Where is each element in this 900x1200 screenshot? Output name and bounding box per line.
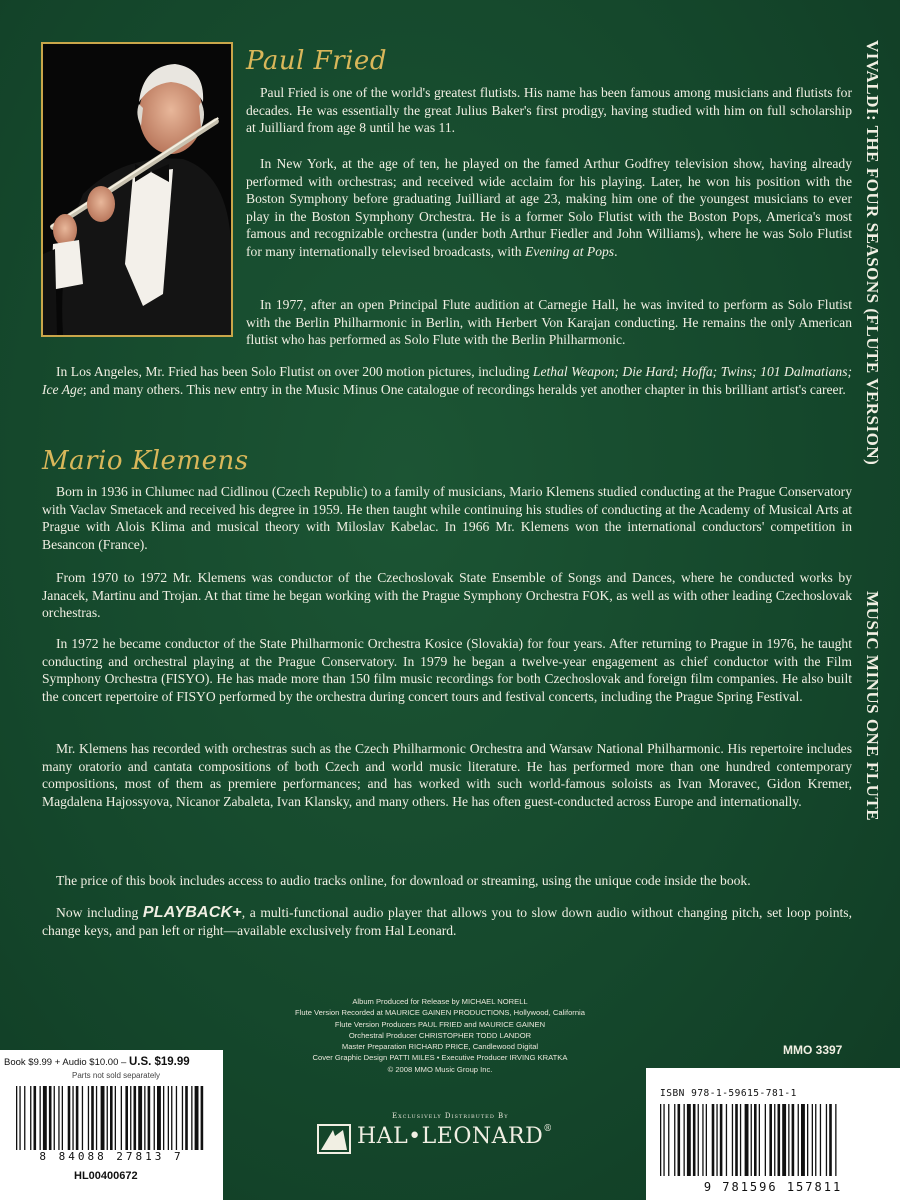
barcode-bar — [687, 1104, 691, 1176]
audio-access-note: The price of this book includes access to audio tracks online, for download or streaming, using the unique code inside the book. — [56, 873, 751, 888]
barcode-bar — [826, 1104, 827, 1176]
barcode-bar — [788, 1104, 789, 1176]
credit-line: Album Produced for Release by MICHAEL NORELL — [352, 997, 528, 1006]
hal-leonard-logo — [317, 1112, 582, 1156]
barcode-bar — [19, 1086, 20, 1150]
mario-klemens-heading: Mario Klemens — [42, 446, 249, 476]
playback-note-end: , a multi-functional audio player that allows you to slow down audio without changing pitch, set loop points, change keys, and pan left or right—available exclusively from Hal Leonard. — [42, 905, 852, 938]
barcode-bar — [40, 1086, 41, 1150]
isbn-barcode — [660, 1104, 840, 1178]
spine-title: VIVALDI: THE FOUR SEASONS (FLUTE VERSION) — [863, 40, 882, 466]
copyright-line: © 2008 MMO Music Group Inc. — [387, 1064, 493, 1074]
barcode-bar — [820, 1104, 821, 1176]
barcode-bar — [96, 1086, 97, 1150]
barcode-bar — [774, 1104, 775, 1176]
barcode-bar — [765, 1104, 766, 1176]
barcode-bar — [34, 1086, 37, 1150]
barcode-bar — [163, 1086, 164, 1150]
barcode-bar — [191, 1086, 192, 1150]
barcode-bar — [24, 1086, 25, 1150]
barcode-bar — [660, 1104, 661, 1176]
registered-mark: ® — [543, 1124, 553, 1134]
paul-fried-paragraph-4-end: ; and many others. This new entry in the Music Minus One catalogue of recordings heralds yet another chapter in this brilliant artist's career. — [82, 381, 846, 397]
isbn-label: ISBN 978-1-59615-781-1 — [660, 1088, 797, 1099]
barcode-bar — [726, 1104, 727, 1176]
evening-at-pops-title: Evening at Pops — [524, 243, 615, 259]
barcode-bar — [195, 1086, 199, 1150]
barcode-bar — [76, 1086, 79, 1150]
mario-klemens-paragraph-3: In 1972 he became conductor of the State Philharmonic Orchestra Kosice (Slovakia) for four years. After returning to Prague in 1976, he taught conducting and orchestral playing at the Prague Conservatory. In 1979 he began a twelve-year engagement as chief conductor with the Film Symphony Orchestra (FISYO). He has made more than 150 film music recordings for both Czechoslovak and foreign film companies. He also built the concert repertoire of FISYO performed by the orchestra during concert tours and festival concerts, including the Prague Spring Festival. — [42, 636, 852, 704]
barcode-bar — [88, 1086, 89, 1150]
barcode-bar — [720, 1104, 723, 1176]
playback-note-start: Now including — [56, 905, 139, 920]
credit-line: Flute Version Producers PAUL FRIED and MAURICE GAINEN — [334, 1019, 546, 1029]
production-credits — [250, 996, 630, 1075]
barcode-bar — [759, 1104, 760, 1176]
barcode-bar — [154, 1086, 155, 1150]
barcode-bar — [101, 1086, 105, 1150]
barcode-bar — [82, 1086, 83, 1150]
paul-fried-paragraph-1: Paul Fried is one of the world's greatest flutists. His name has been famous among musicians and flutists for decades. He was essentially the great Julius Baker's first prodigy, having studied with him on full scholarship at Juilliard from age 8 until he was 11. — [246, 85, 852, 136]
barcode-bar — [30, 1086, 31, 1150]
barcode-bar — [751, 1104, 752, 1176]
barcode-bar — [134, 1086, 137, 1150]
barcode-bar — [745, 1104, 749, 1176]
paul-fried-paragraph-4-text: In Los Angeles, Mr. Fried has been Solo Flutist on over 200 motion pictures, including — [56, 364, 530, 379]
barcode-bar — [16, 1086, 17, 1150]
barcode-bar — [144, 1086, 145, 1150]
hal-leonard-name: HAL•LEONARD — [357, 1124, 544, 1149]
isbn-barcode-box — [646, 1068, 900, 1200]
distributed-by: Exclusively Distributed By — [392, 1112, 509, 1120]
barcode-bar — [835, 1104, 836, 1176]
paul-fried-paragraph-4 — [42, 363, 852, 398]
barcode-bar — [674, 1104, 675, 1176]
barcode-bar — [798, 1104, 799, 1176]
barcode-bar — [732, 1104, 733, 1176]
barcode-bar — [138, 1086, 142, 1150]
isbn-digits: 9 781596 157811 — [703, 1180, 843, 1194]
barcode-bar — [706, 1104, 707, 1176]
barcode-bar — [815, 1104, 816, 1176]
upc-barcode — [16, 1086, 206, 1152]
barcode-bar — [812, 1104, 813, 1176]
barcode-bar — [62, 1086, 63, 1150]
barcode-bar — [72, 1086, 73, 1150]
mario-klemens-paragraph-4: Mr. Klemens has recorded with orchestras such as the Czech Philharmonic Orchestra and Warsaw National Philharmonic. His repertoire includes many oratorio and cantata compositions of both Czech and world music literature. He has performed more than one hundred contemporary compositions, most of them as premiere performances; and has worked with such world-famous soloists as Ivan Moravec, Gidon Kremer, Magdalena Hajossyova, Nicanor Zabaleta, Ivan Klansky, and many others. He has often guest-conducted across Europe and internationally. — [42, 741, 852, 809]
flutist-portrait-illustration — [43, 44, 231, 335]
barcode-bar — [110, 1086, 113, 1150]
film-titles: Lethal Weapon; Die Hard; Hoffa; Twins; 101 Dalmatians; Ice Age — [42, 364, 853, 397]
playback-plus-logo: PLAYBACK+ — [142, 904, 242, 921]
price-barcode-box — [0, 1050, 223, 1200]
credit-line: Flute Version Recorded at MAURICE GAINEN PRODUCTIONS, Hollywood, California — [295, 1008, 585, 1018]
spine-series: MUSIC MINUS ONE FLUTE — [863, 591, 882, 822]
hal-leonard-emblem-icon — [317, 1124, 351, 1154]
mario-klemens-paragraph-1: Born in 1936 in Chlumec nad Cidlinou (Czech Republic) to a family of musicians, Mario Klemens studied conducting at the Prague Conservatory with Vaclav Smetacek and received his degree in 1959. He then taught while continuing his studies of conducting at the Academy of Musical Arts at Prague with Alois Klima and musical theory with Miloslav Kabelac. In 1966 Mr. Klemens won the international conductors' competition in Besancon (France). — [42, 484, 852, 552]
price-total: U.S. $19.99 — [128, 1056, 190, 1068]
barcode-bar — [54, 1086, 55, 1150]
barcode-bar — [201, 1086, 204, 1150]
barcode-bar — [801, 1104, 805, 1176]
hal-leonard-wordmark — [357, 1124, 553, 1149]
barcode-bar — [807, 1104, 808, 1176]
barcode-bar — [168, 1086, 169, 1150]
barcode-bar — [121, 1086, 122, 1150]
credit-line: Cover Graphic Design PATTI MILES • Executive Producer IRVING KRATKA — [312, 1053, 568, 1063]
barcode-bar — [684, 1104, 685, 1176]
barcode-bar — [668, 1104, 669, 1176]
barcode-bar — [68, 1086, 71, 1150]
playback-note — [42, 904, 852, 939]
paul-fried-paragraph-2 — [246, 155, 852, 261]
barcode-bar — [107, 1086, 108, 1150]
barcode-bar — [716, 1104, 717, 1176]
credit-line: Master Preparation RICHARD PRICE, Candlewood Digital — [341, 1042, 539, 1052]
upc-digits: 8 84088 27813 7 — [39, 1150, 184, 1163]
barcode-bar — [185, 1086, 188, 1150]
barcode-bar — [171, 1086, 172, 1150]
catalog-number: MMO 3397 — [783, 1043, 843, 1057]
paul-fried-photo — [41, 42, 233, 337]
barcode-bar — [698, 1104, 699, 1176]
barcode-bar — [782, 1104, 786, 1176]
barcode-bar — [740, 1104, 741, 1176]
barcode-bar — [182, 1086, 183, 1150]
barcode-bar — [130, 1086, 131, 1150]
barcode-bar — [148, 1086, 151, 1150]
barcode-bar — [792, 1104, 795, 1176]
paul-fried-paragraph-2-text: In New York, at the age of ten, he played on the famed Arthur Godfrey television show, having already performed with orchestras; and received wide acclaim for his playing. Later, he won his position with the Boston Symphony before graduating Juilliard at age 23, making him one of the youngest musicians to ever play in the Boston Symphony Orchestra. He is a former Solo Flutist with the Boston Pops, America's most famous and recognizable orchestra (under both Arthur Fiedler and John Williams), where he was Solo Flutist for many internationally televised broadcasts, with — [246, 156, 852, 259]
barcode-bar — [49, 1086, 52, 1150]
barcode-bar — [678, 1104, 681, 1176]
price-breakdown: Book $9.99 + Audio $10.00 – — [4, 1057, 127, 1068]
barcode-bar — [693, 1104, 696, 1176]
barcode-bar — [735, 1104, 738, 1176]
barcode-bar — [115, 1086, 116, 1150]
barcode-bar — [712, 1104, 715, 1176]
paul-fried-paragraph-2-end: . — [614, 243, 618, 259]
barcode-bar — [778, 1104, 781, 1176]
barcode-bar — [769, 1104, 772, 1176]
barcode-bar — [176, 1086, 177, 1150]
barcode-bar — [702, 1104, 703, 1176]
mario-klemens-paragraph-2: From 1970 to 1972 Mr. Klemens was conductor of the Czechoslovak State Ensemble of Songs and Dances, where he conducted works by Janacek, Martinu and Trojan. At that time he began working with the Prague Symphony Orchestra FOK, as well as with other leading Czechoslovak orchestras. — [42, 570, 852, 621]
credit-line: Orchestral Producer CHRISTOPHER TODD LANDOR — [348, 1030, 532, 1040]
barcode-bar — [58, 1086, 59, 1150]
barcode-bar — [754, 1104, 757, 1176]
hl-item-number: HL00400672 — [74, 1170, 138, 1182]
barcode-bar — [91, 1086, 94, 1150]
barcode-bar — [125, 1086, 128, 1150]
barcode-bar — [829, 1104, 832, 1176]
barcode-bar — [157, 1086, 161, 1150]
barcode-bar — [43, 1086, 47, 1150]
parts-note: Parts not sold separately — [72, 1071, 161, 1080]
paul-fried-heading: Paul Fried — [246, 46, 387, 76]
barcode-bar — [663, 1104, 664, 1176]
paul-fried-paragraph-3: In 1977, after an open Principal Flute audition at Carnegie Hall, he was invited to perform as Solo Flutist with the Berlin Philharmonic in Berlin, with Herbert Von Karajan conducting. He remains the only American flutist who has performed as Solo Flute with the Berlin Philharmonic. — [246, 297, 852, 348]
price-line — [4, 1056, 190, 1068]
